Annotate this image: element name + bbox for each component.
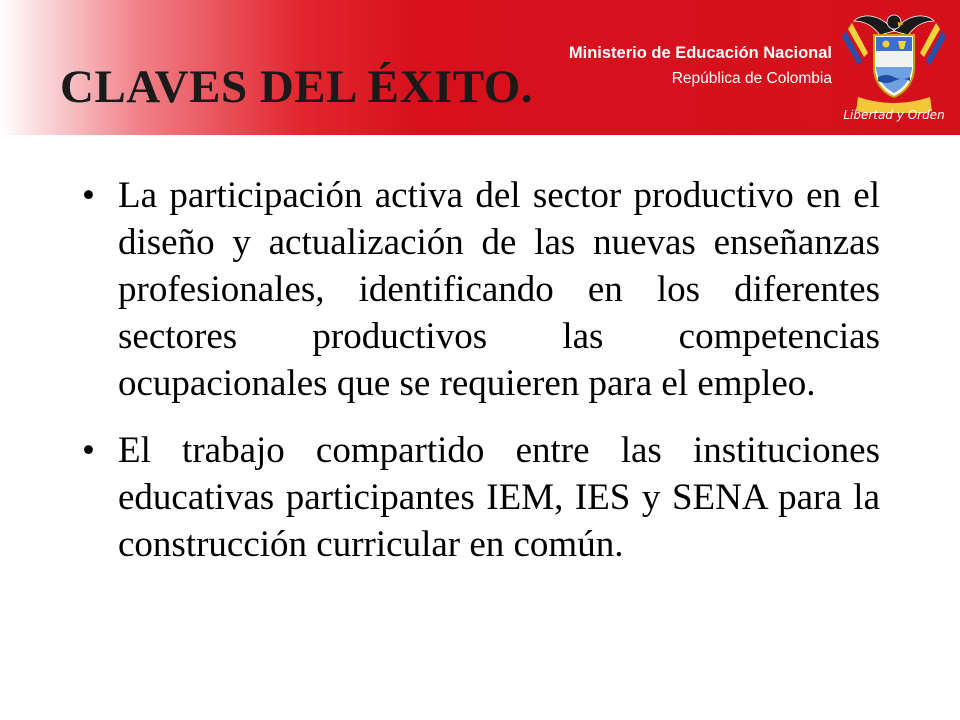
slide-title: CLAVES DEL ÉXITO. (60, 61, 534, 113)
republic-name: República de Colombia (671, 70, 832, 87)
bullet-text: El trabajo compartido entre las instituciones educativas participantes IEM, IES y SENA para la construcción curricular en común. (118, 430, 880, 565)
bullet-item (78, 427, 880, 568)
coat-of-arms-icon (838, 5, 950, 113)
motto-ribbon-text: Libertad y Orden (843, 108, 945, 122)
bullet-text: La participación activa del sector productivo en el diseño y actualización de las nuevas enseñanzas profesionales, identificando en los diferentes sectores productivos las competencias ocupacionales que se requieren para el empleo. (118, 175, 880, 404)
bullet-item (78, 172, 880, 407)
ministry-name: Ministerio de Educación Nacional (568, 44, 832, 62)
bullet-list (78, 172, 880, 588)
bullet-dot: • (82, 430, 95, 471)
bullet-dot: • (82, 175, 95, 216)
